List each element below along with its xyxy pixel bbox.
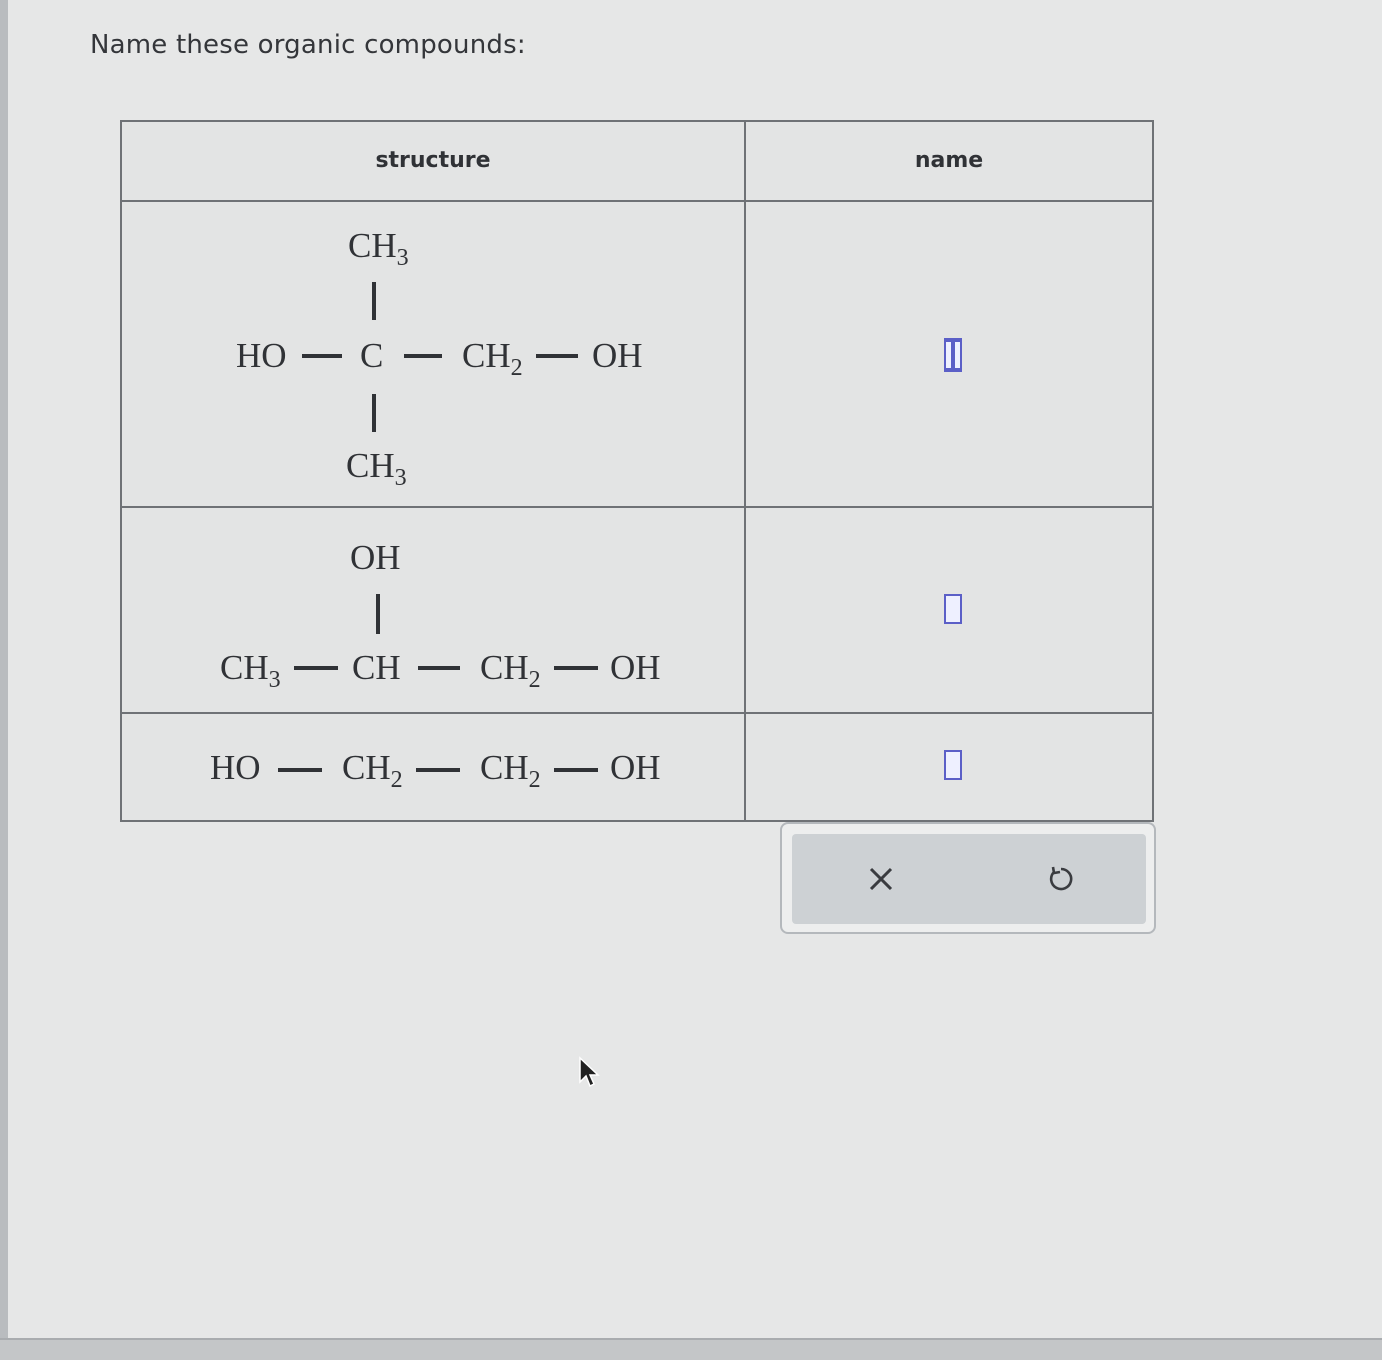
name-input-3[interactable]: [944, 750, 962, 780]
compound-table: [120, 120, 1154, 822]
undo-button[interactable]: [1034, 854, 1084, 904]
group-p4: OH: [610, 748, 661, 787]
bond: [302, 354, 342, 358]
group-right2: OH: [592, 336, 643, 375]
group-center: CH: [352, 648, 401, 687]
bond: [554, 666, 598, 670]
name-input-1[interactable]: [944, 340, 962, 370]
row-divider: [122, 712, 1152, 714]
toolbar-buttons: [792, 834, 1146, 924]
group-p1: HO: [210, 748, 261, 787]
bond: [418, 666, 460, 670]
group-p2: $CH_2$: [342, 748, 403, 793]
clear-button[interactable]: [856, 854, 906, 904]
mouse-cursor-icon: [578, 1056, 600, 1094]
bond: [554, 768, 598, 772]
row-divider: [122, 506, 1152, 508]
bond: [536, 354, 578, 358]
question-prompt: Name these organic compounds:: [90, 30, 526, 60]
group-p3: $CH_2$: [480, 748, 541, 793]
group-left: HO: [236, 336, 287, 375]
bond: [372, 394, 376, 432]
group-top: OH: [350, 538, 401, 577]
undo-icon: [1044, 864, 1074, 894]
bond: [278, 768, 322, 772]
answer-toolbar: [780, 822, 1156, 934]
group-left: $CH_3$: [220, 648, 281, 693]
bond: [376, 594, 380, 634]
bond: [294, 666, 338, 670]
group-top: $CH_3$: [348, 226, 409, 271]
group-right2: OH: [610, 648, 661, 687]
x-icon: [867, 865, 895, 893]
bond: [416, 768, 460, 772]
name-input-2[interactable]: [944, 594, 962, 624]
footer-bar: [0, 1340, 1382, 1360]
column-divider: [744, 122, 746, 822]
bond: [372, 282, 376, 320]
group-center: C: [360, 336, 384, 375]
bond: [404, 354, 442, 358]
header-structure: structure: [375, 148, 491, 173]
window-edge: [0, 0, 8, 1360]
group-right1: $CH_2$: [462, 336, 523, 381]
group-bottom: $CH_3$: [346, 446, 407, 491]
header-name: name: [914, 148, 984, 173]
row-divider: [122, 200, 1152, 202]
group-right1: $CH_2$: [480, 648, 541, 693]
